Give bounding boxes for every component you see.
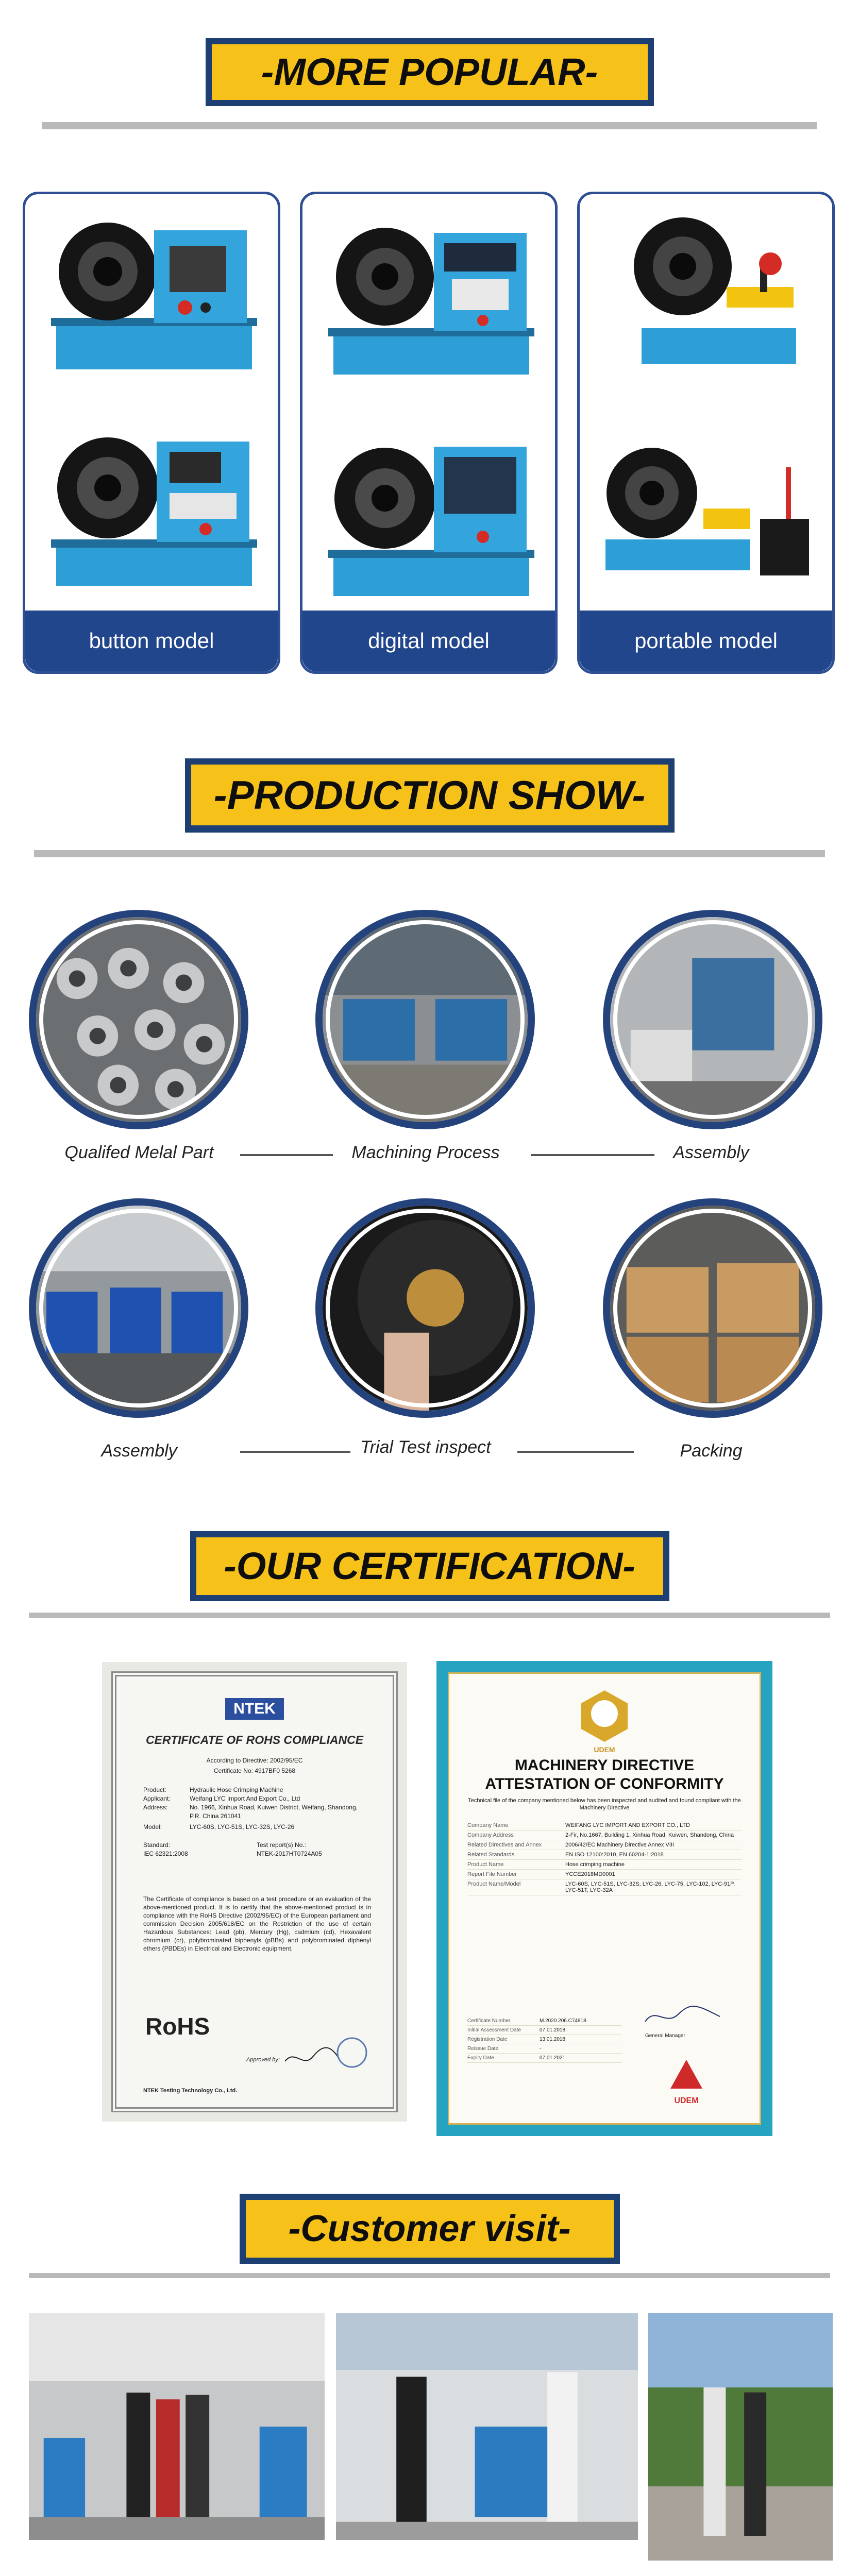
- rohs-mark: RoHS: [145, 2013, 210, 2040]
- certificate-title-2: ATTESTATION OF CONFORMITY: [485, 1775, 724, 1792]
- production-photo-packing: [603, 1198, 822, 1418]
- section-title: -Customer visit-: [246, 2200, 614, 2258]
- udem-badge-icon: [668, 2058, 704, 2094]
- crimper-machine-image: [328, 215, 534, 380]
- signer-title: General Manager: [645, 2033, 685, 2039]
- certificate-row: [467, 1831, 742, 1840]
- certificate-row: [467, 1821, 742, 1831]
- certificate-row-label: Report File Number: [467, 1871, 517, 1877]
- certificate-row: [467, 1840, 742, 1850]
- production-caption: Assembly: [673, 1143, 749, 1162]
- certificate-title: CERTIFICATE OF ROHS COMPLIANCE: [145, 1733, 364, 1747]
- certificate-row: [467, 1879, 742, 1895]
- model-card-digital[interactable]: [300, 192, 558, 674]
- rohs-certificate: NTEK CERTIFICATE OF ROHS COMPLIANCE According to Directive: 2002/95/EC Certificate No: 4917BF0 5268 Product: Hydraulic Hose Crimping Machine Applicant: Weifang LYC Import And Export Co., Ltd Address: No. 1966, Xinhua Road, Kuiwen District, Weifang, Shandong, P.R. China 261041 Model: LYC-60S, LYC-51S, LYC-32S, LYC-26 Standard: IEC 62321:2008 Test report(s) No.: NTEK-2017HT0724A05 The Certificate of compliance is based on a test procedure or an evaluation of the above-mentioned product. It is to certify that the above-mentioned product is in compliance with the RoHS Directive (2002/95/EC) of the European parliament and commission Decision 2005/618/EC on the Restriction of the use of certain Hazardous Substances: Lead (pb), Mercury (Hg), cadmium (cd), Hexavalent chromium (cr), polybrominated biphenyls (pBBs) and polybrominated diphenyl ethers (PBDEs) in Electrical and Electronic equipment. RoHS Approved by: NTEK Testing Technology Co., Ltd.: [102, 1662, 407, 2122]
- certificate-row-value: 07.01.2021: [540, 2055, 566, 2061]
- section-banner-popular: [206, 38, 654, 106]
- certificate-row-value: M.2020.206.C74818: [540, 2018, 586, 2024]
- udem-logo-text: UDEM: [594, 1745, 615, 1754]
- standard-value: IEC 62321:2008: [143, 1850, 188, 1857]
- certificate-title-1: MACHINERY DIRECTIVE: [514, 1757, 695, 1774]
- production-caption: Machining Process: [351, 1143, 500, 1162]
- certificate-row-label: Initial Assessment Date: [467, 2027, 521, 2033]
- certificate-row: [467, 1870, 742, 1879]
- certificate-row-value: WEIFANG LYC IMPORT AND EXPORT CO., LTD: [565, 1822, 690, 1828]
- model-label: portable model: [580, 611, 832, 671]
- section-title: -MORE POPULAR-: [212, 44, 648, 100]
- divider: [34, 850, 825, 857]
- model-label: button model: [25, 611, 278, 671]
- certificate-row-label: Registration Date: [467, 2037, 508, 2042]
- section-banner-visit: [240, 2194, 620, 2264]
- production-photo-assembly: [603, 910, 822, 1129]
- production-photo-trial-test: [315, 1198, 535, 1418]
- certificate-number: Certificate No: 4917BF0 5268: [213, 1767, 296, 1774]
- applicant-value: Weifang LYC Import And Export Co., Ltd: [190, 1795, 300, 1802]
- certificate-row-label: Product Name: [467, 1861, 504, 1868]
- production-caption: Packing: [680, 1441, 743, 1461]
- test-report-value: NTEK-2017HT0724A05: [257, 1850, 322, 1857]
- crimper-machine-image: [51, 210, 257, 375]
- production-caption: Assembly: [101, 1441, 177, 1461]
- model-value: LYC-60S, LYC-51S, LYC-32S, LYC-26: [190, 1823, 295, 1831]
- section-title: -PRODUCTION SHOW-: [191, 765, 668, 825]
- certificate-row-label: Reissue Date: [467, 2046, 499, 2052]
- directive-text: According to Directive: 2002/95/EC: [206, 1757, 303, 1764]
- model-card-portable[interactable]: [577, 192, 835, 674]
- certificate-row-value: EN ISO 12100:2010, EN 60204-1:2018: [565, 1852, 664, 1858]
- address-value: No. 1966, Xinhua Road, Kuiwen District, Weifang, Shandong, P.R. China 261041: [190, 1804, 358, 1820]
- certificate-row-label: Certificate Number: [467, 2018, 511, 2024]
- udem-logo-icon: [576, 1688, 633, 1744]
- section-banner-production: [185, 758, 675, 833]
- certificate-row: [467, 2044, 622, 2054]
- certificate-row-value: 2006/42/EC Machinery Directive Annex VIII: [565, 1842, 674, 1848]
- model-card-button[interactable]: [23, 192, 280, 674]
- section-banner-certification: [190, 1531, 669, 1601]
- customer-visit-photo: [29, 2313, 325, 2540]
- certificate-intro: Technical file of the company mentioned below has been inspected and audited and found compliant with the Machinery Directive: [468, 1798, 741, 1811]
- production-photo-assembly-line: [29, 1198, 248, 1418]
- production-caption: Trial Test inspect: [360, 1437, 491, 1457]
- certificate-row-label: Company Name: [467, 1822, 509, 1828]
- certificate-row: [467, 1850, 742, 1860]
- certificate-row-value: 2-Fir, No.1667, Building 1, Xinhua Road, Kuiwen, Shandong, China: [565, 1832, 734, 1838]
- udem-badge-text: UDEM: [674, 2096, 699, 2105]
- crimper-machine-image: [605, 210, 812, 375]
- certificate-dates: [467, 2016, 622, 2063]
- certificate-row-label: Related Directives and Annex: [467, 1842, 542, 1848]
- certificate-row-value: YCCE2018MD0001: [565, 1871, 615, 1877]
- production-caption: Qualifed Melal Part: [64, 1143, 214, 1162]
- certificate-row-value: -: [540, 2046, 542, 2052]
- certificate-row: [467, 2054, 622, 2063]
- certificate-row: [467, 2026, 622, 2035]
- divider: [29, 2273, 830, 2278]
- machinery-directive-certificate: [436, 1661, 772, 2136]
- certificate-row-value: 13.01.2018: [540, 2037, 566, 2042]
- model-label: digital model: [302, 611, 555, 671]
- divider: [42, 122, 817, 129]
- divider: [29, 1613, 830, 1618]
- production-photo-machining: [315, 910, 535, 1129]
- certificate-row-value: Hose crimping machine: [565, 1861, 625, 1868]
- certificate-row-value: 07.01.2018: [540, 2027, 566, 2033]
- signature-icon: [643, 2001, 730, 2032]
- certificate-row-label: Product Name/Model: [467, 1881, 521, 1887]
- crimper-machine-image: [328, 436, 534, 601]
- production-photo-metal-parts: [29, 910, 248, 1129]
- certificate-body: The Certificate of compliance is based on a test procedure or an evaluation of the above-mentioned product. It is to certify that the above-mentioned product is in compliance with the RoHS Directive (2002/95/EC) of the European parliament and commission Decision 2005/618/EC on the Restriction of the use of certain Hazardous Substances: Lead (pb), Mercury (Hg), cadmium (cd), Hexavalent chromium (cr), polybrominated biphenyls (pBBs) and polybrominated diphenyl ethers (PBDEs) in Electrical and Electronic equipment.: [143, 1895, 371, 1952]
- certificate-row: [467, 2035, 622, 2044]
- customer-visit-photo: [648, 2313, 833, 2561]
- crimper-machine-image: [51, 426, 257, 591]
- certificate-row: [467, 1860, 742, 1870]
- approved-by-label: Approved by:: [246, 2057, 280, 2063]
- certificate-row-value: LYC-60S, LYC-51S, LYC-32S, LYC-26, LYC-75, LYC-102, LYC-91P, LYC-51T, LYC-32A: [565, 1881, 735, 1893]
- section-title: -OUR CERTIFICATION-: [196, 1537, 663, 1595]
- product-value: Hydraulic Hose Crimping Machine: [190, 1786, 283, 1793]
- certificate-row: [467, 2016, 622, 2026]
- customer-visit-photo: [336, 2313, 638, 2540]
- certificate-row-label: Related Standards: [467, 1852, 515, 1858]
- certificate-row-label: Company Address: [467, 1832, 514, 1838]
- ntek-logo: NTEK: [225, 1698, 284, 1720]
- certificate-row-label: Expiry Date: [467, 2055, 494, 2061]
- crimper-machine-image: [605, 431, 812, 596]
- signature-stamp: [282, 2033, 370, 2074]
- certificate-fields: [467, 1821, 742, 1895]
- certificate-footer: NTEK Testing Technology Co., Ltd.: [143, 2088, 238, 2094]
